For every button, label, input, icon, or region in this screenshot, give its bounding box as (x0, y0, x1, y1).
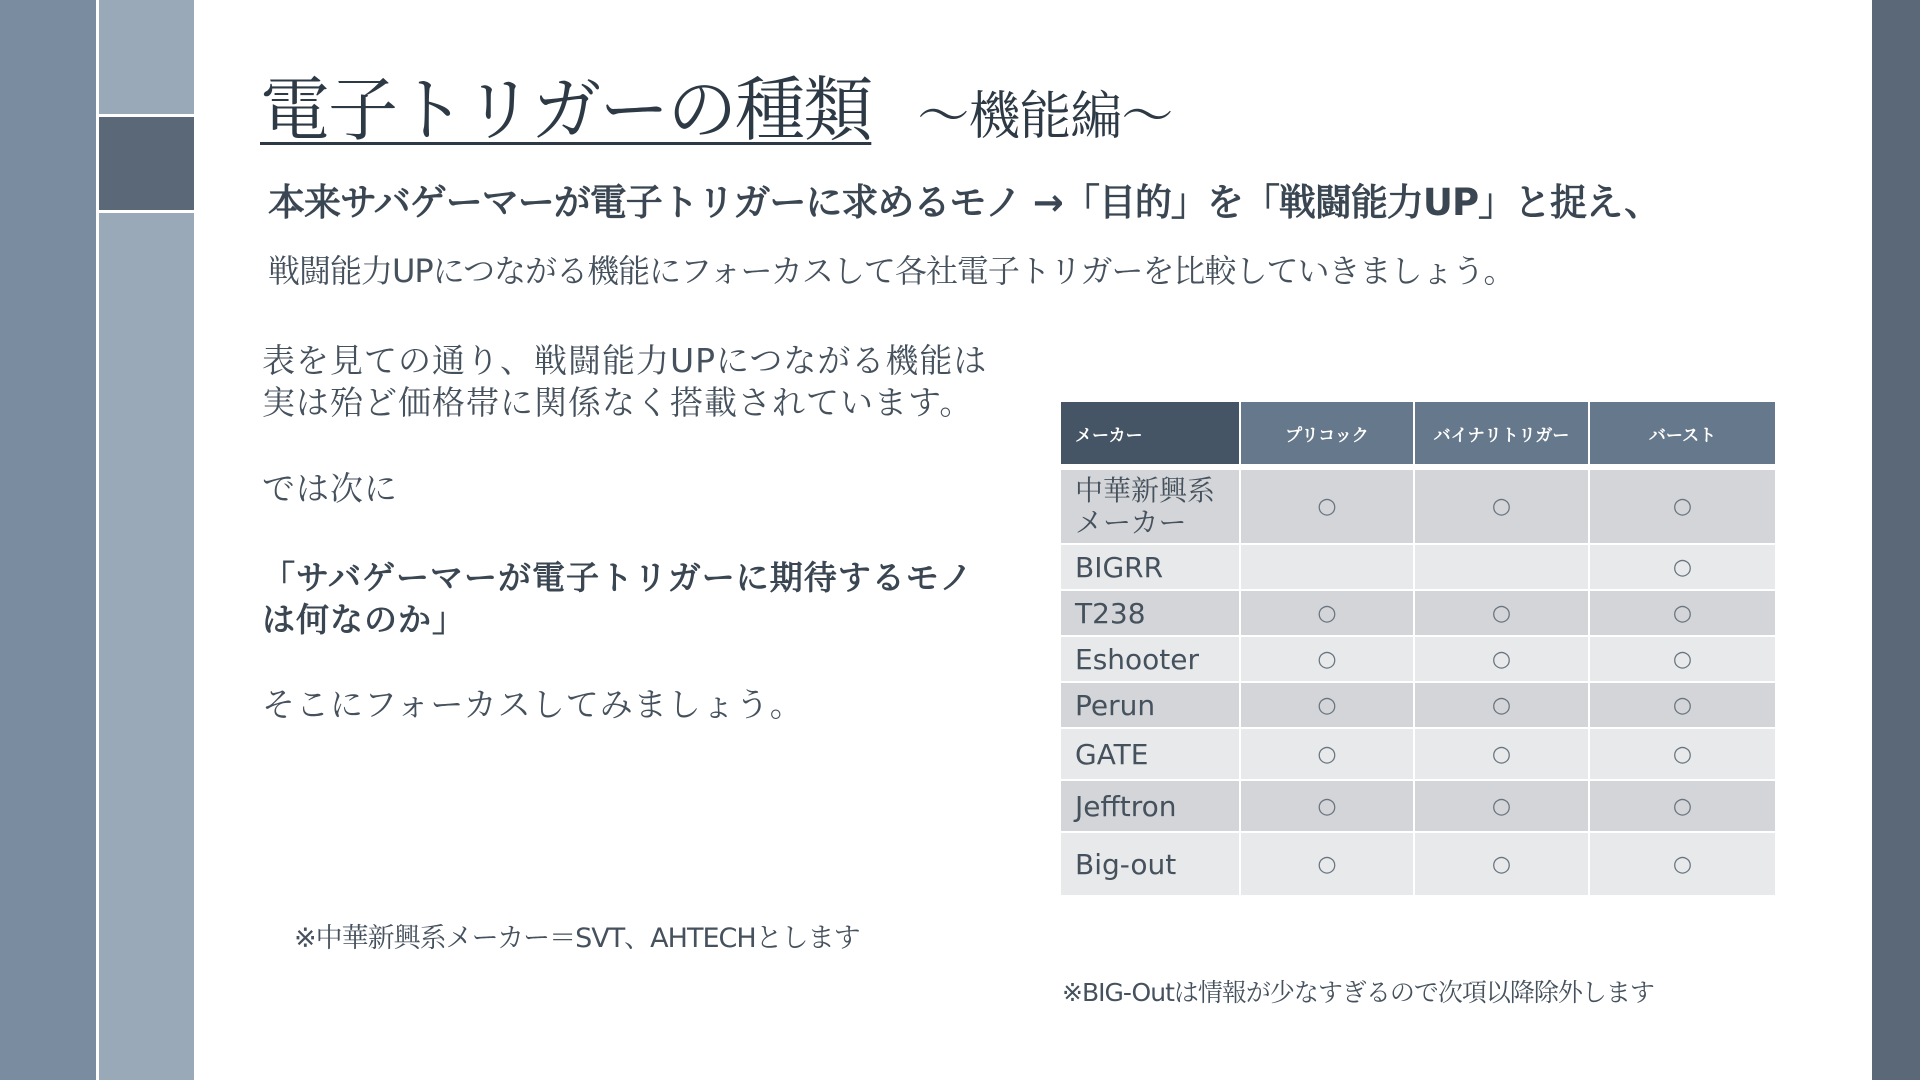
row-maker-name-line-2: メーカー (1075, 505, 1187, 539)
table-row (1061, 832, 1775, 896)
header-precock: プリコック (1240, 402, 1414, 467)
table-row (1061, 467, 1775, 544)
row-maker-name-line-1: 中華新興系 (1075, 473, 1216, 507)
cell-burst: ○ (1589, 682, 1775, 728)
cell-burst: ○ (1589, 728, 1775, 780)
cell-precock: ○ (1240, 832, 1414, 896)
row-maker-name: GATE (1061, 728, 1240, 780)
cell-burst: ○ (1589, 467, 1775, 544)
cell-binary-trigger: ○ (1414, 832, 1589, 896)
paragraph-3-line-1: 「サバゲーマーが電子トリガーに期待するモノ (262, 558, 974, 597)
left-decor-block (99, 117, 194, 210)
row-maker-name: T238 (1061, 590, 1240, 636)
row-maker-name: Eshooter (1061, 636, 1240, 682)
row-maker-name: BIGRR (1061, 544, 1240, 590)
decor-divider-bottom (99, 210, 194, 213)
header-maker: メーカー (1061, 402, 1240, 467)
header-binary-trigger: バイナリトリガー (1414, 402, 1589, 467)
footnote-bigout: ※BIG-Outは情報が少なすぎるので次項以降除外します (1062, 978, 1654, 1007)
cell-binary-trigger: ○ (1414, 590, 1589, 636)
footnote-makers: ※中華新興系メーカー＝SVT、AHTECHとします (294, 923, 860, 954)
cell-precock: ○ (1240, 636, 1414, 682)
cell-precock: ○ (1240, 590, 1414, 636)
cell-burst: ○ (1589, 590, 1775, 636)
cell-burst: ○ (1589, 832, 1775, 896)
table-row (1061, 636, 1775, 682)
paragraph-2: では次に (262, 469, 398, 508)
feature-comparison-table (1061, 402, 1775, 897)
slide-title-sub: ～機能編～ (917, 87, 1173, 147)
table-row (1061, 544, 1775, 590)
cell-precock: ○ (1240, 728, 1414, 780)
cell-burst: ○ (1589, 780, 1775, 832)
cell-precock: ○ (1240, 780, 1414, 832)
header-burst: バースト (1589, 402, 1775, 467)
table-header-row (1061, 402, 1775, 467)
cell-burst: ○ (1589, 544, 1775, 590)
lead-substatement: 戦闘能力UPにつながる機能にフォーカスして各社電子トリガーを比較していきましょう。 (268, 252, 1515, 290)
table-row (1061, 728, 1775, 780)
left-decor-band (0, 0, 96, 1080)
row-maker-name: Big-out (1061, 832, 1240, 896)
paragraph-1-line-1: 表を見ての通り、戦闘能力UPにつながる機能は (262, 341, 988, 380)
table-row (1061, 780, 1775, 832)
cell-precock: ○ (1240, 467, 1414, 544)
table-row (1061, 682, 1775, 728)
slide-title-main: 電子トリガーの種類 (260, 69, 872, 151)
cell-binary-trigger (1414, 544, 1589, 590)
cell-binary-trigger: ○ (1414, 780, 1589, 832)
row-maker-name: Perun (1061, 682, 1240, 728)
row-maker-name (1061, 467, 1240, 544)
paragraph-3-line-2: は何なのか」 (262, 600, 466, 639)
cell-binary-trigger: ○ (1414, 636, 1589, 682)
cell-burst: ○ (1589, 636, 1775, 682)
cell-binary-trigger: ○ (1414, 728, 1589, 780)
lead-statement: 本来サバゲーマーが電子トリガーに求めるモノ →「目的」を「戦闘能力UP」と捉え、 (268, 181, 1661, 224)
cell-binary-trigger: ○ (1414, 682, 1589, 728)
paragraph-1-line-2: 実は殆ど価格帯に関係なく搭載されています。 (262, 383, 974, 422)
row-maker-name: Jefftron (1061, 780, 1240, 832)
cell-precock: ○ (1240, 682, 1414, 728)
paragraph-4: そこにフォーカスしてみましょう。 (262, 685, 804, 724)
table-row (1061, 590, 1775, 636)
cell-precock (1240, 544, 1414, 590)
slide-title (260, 54, 1172, 155)
right-decor-band (1872, 0, 1920, 1080)
cell-binary-trigger: ○ (1414, 467, 1589, 544)
